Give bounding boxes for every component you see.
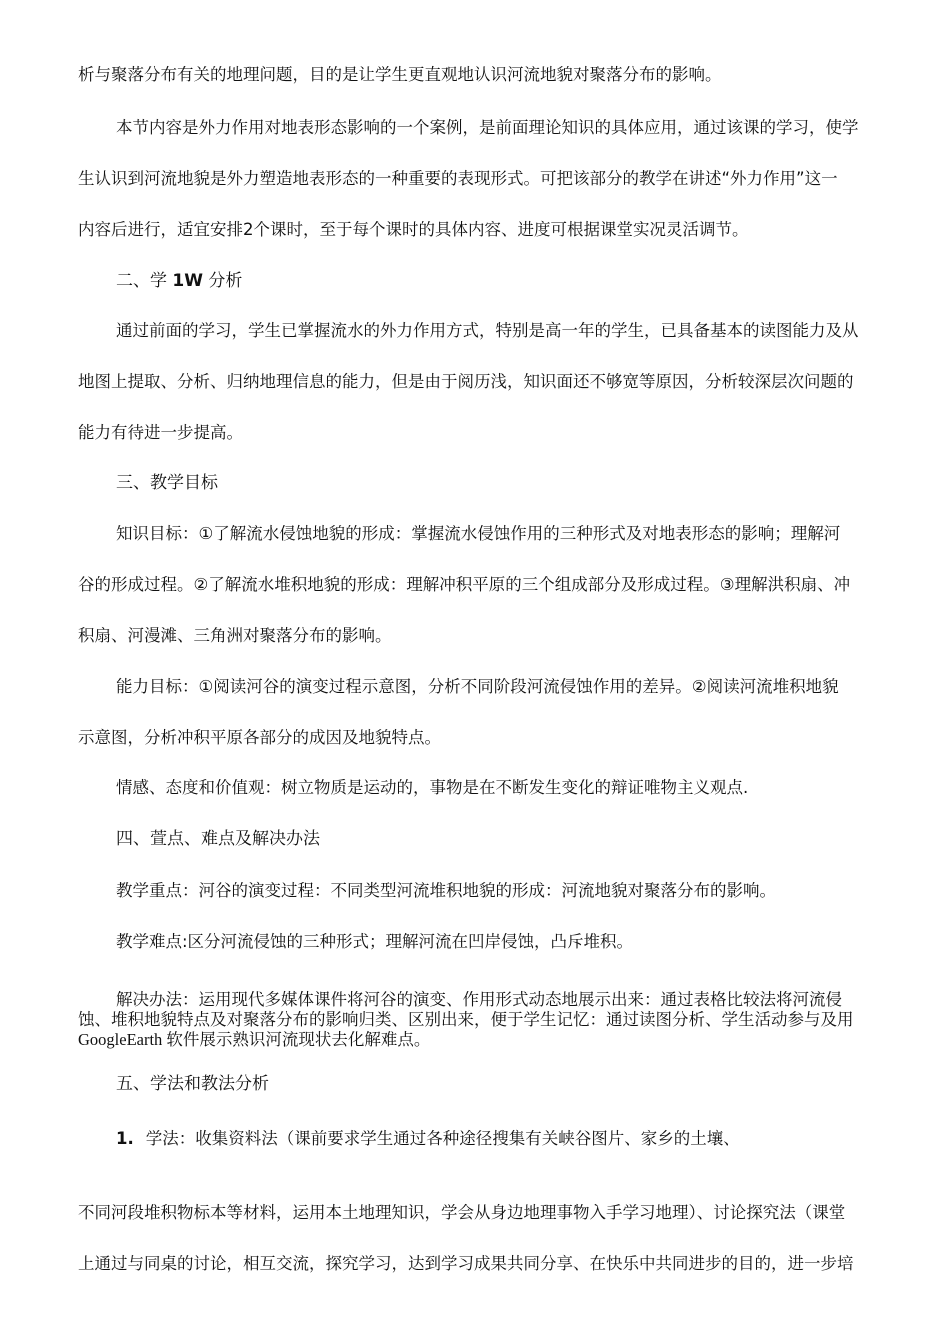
heading-bold-text: 1W <box>172 271 203 291</box>
paragraph-line: 知识目标：①了解流水侵蚀地貌的形成：掌握流水侵蚀作用的三种形式及对地表形态的影响；理解河 <box>116 524 841 543</box>
solution-line: 蚀、堆积地貌特点及对聚落分布的影响归类、区别出来，便于学生记忆：通过读图分析、学生活动参与及用 <box>78 1010 854 1029</box>
item-text: 学法：收集资料法（课前要求学生通过各种途径搜集有关峡谷图片、家乡的土壤、 <box>145 1129 740 1148</box>
heading-suffix: 分析 <box>208 271 243 291</box>
paragraph-line: 能力目标：①阅读河谷的演变过程示意图，分析不同阶段河流侵蚀作用的差异。②阅读河流堆积地貌 <box>116 677 839 696</box>
solution-line: 解决办法：运用现代多媒体课件将河谷的演变、作用形式动态地展示出来：通过表格比较法将河流侵 <box>116 990 842 1009</box>
paragraph-line: 本节内容是外力作用对地表形态影响的一个案例，是前面理论知识的具体应用，通过该课的学习，使学 <box>116 118 859 137</box>
paragraph-line: 地图上提取、分析、归纳地理信息的能力，但是由于阅历浅，知识面还不够宽等原因，分析较深层次问题的 <box>78 372 854 391</box>
paragraph-line: 上通过与同桌的讨论，相互交流，探究学习，达到学习成果共同分享、在快乐中共同进步的目的，进一步培 <box>78 1254 854 1273</box>
heading-prefix: 二、学 <box>116 271 167 291</box>
solution-paragraph <box>78 990 884 1050</box>
paragraph-line: 不同河段堆积物标本等材料，运用本土地理知识，学会从身边地理事物入手学习地理）、讨论探究法（课堂 <box>78 1203 846 1222</box>
section-heading-key-points: 四、萱点、难点及解决办法 <box>116 829 320 849</box>
section-heading-teaching-goals: 三、教学目标 <box>116 473 218 493</box>
paragraph-line: 生认识到河流地貌是外力塑造地表形态的一种重要的表现形式。可把该部分的教学在讲述“外力作用”这一 <box>78 169 838 188</box>
paragraph-line: 积扇、河漫滩、三角洲对聚落分布的影响。 <box>78 626 392 645</box>
paragraph-line: 教学难点:区分河流侵蚀的三种形式；理解河流在凹岸侵蚀，凸斥堆积。 <box>116 932 634 951</box>
paragraph-line: 教学重点：河谷的演变过程：不同类型河流堆积地貌的形成：河流地貌对聚落分布的影响。 <box>116 881 776 900</box>
item-number: 1. <box>116 1129 134 1148</box>
numbered-item <box>116 1128 884 1150</box>
paragraph-line: 情感、态度和价值观：树立物质是运动的，事物是在不断发生变化的辩证唯物主义观点. <box>116 778 749 797</box>
paragraph-line: 谷的形成过程。②了解流水堆积地貌的形成：理解冲积平原的三个组成部分及形成过程。③理解洪积扇、冲 <box>78 575 851 594</box>
section-heading-learning-analysis <box>116 270 884 292</box>
paragraph-line: 能力有待进一步提高。 <box>78 423 243 442</box>
solution-line: GoogleEarth 软件展示熟识河流现状去化解难点。 <box>78 1030 431 1049</box>
paragraph-line: 通过前面的学习，学生已掌握流水的外力作用方式，特别是高一年的学生，已具备基本的读图能力及从 <box>116 321 859 340</box>
paragraph-line: 示意图，分析冲积平原各部分的成因及地貌特点。 <box>78 728 441 747</box>
section-heading-method-analysis: 五、学法和教法分析 <box>116 1074 269 1094</box>
paragraph-line: 析与聚落分布有关的地理问题，目的是让学生更直观地认识河流地貌对聚落分布的影响。 <box>78 65 722 84</box>
paragraph-line: 内容后进行，适宜安排2个课时，至于每个课时的具体内容、进度可根据课堂实况灵活调节。 <box>78 220 749 239</box>
